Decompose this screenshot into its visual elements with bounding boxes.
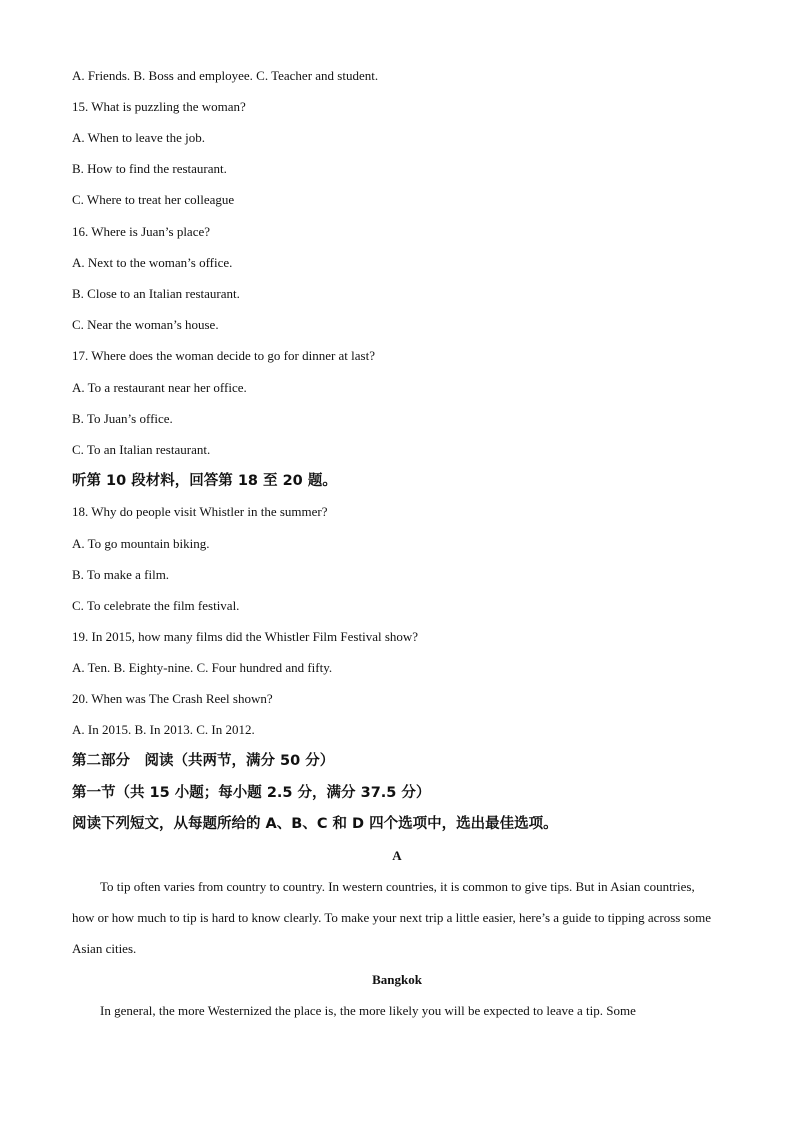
passage-paragraph-1: In general, the more Westernized the place is, the more likely you will be expected to leave a tip. Some xyxy=(100,1003,636,1018)
q16-question: 16. Where is Juan’s place? xyxy=(72,224,211,239)
passage-title: A xyxy=(392,848,402,863)
q16-option-a: A. Next to the woman’s office. xyxy=(72,255,233,270)
q15-question: 15. What is puzzling the woman? xyxy=(72,99,246,114)
reading-instruction: 阅读下列短文，从每题所给的 A、B、C 和 D 四个选项中，选出最佳选项。 xyxy=(72,816,558,832)
section-one-heading: 第一节（共 15 小题；每小题 2.5 分，满分 37.5 分） xyxy=(72,785,431,801)
q16-option-b: B. Close to an Italian restaurant. xyxy=(72,286,240,301)
part-two-heading: 第二部分 阅读（共两节，满分 50 分） xyxy=(72,753,335,769)
q18-question: 18. Why do people visit Whistler in the summer? xyxy=(72,504,328,519)
q18-option-b: B. To make a film. xyxy=(72,567,170,582)
q19-question: 19. In 2015, how many films did the Whistler Film Festival show? xyxy=(72,629,419,644)
q15-option-a: A. When to leave the job. xyxy=(72,130,205,145)
q18-option-a: A. To go mountain biking. xyxy=(72,536,210,551)
section-instruction-10: 听第 10 段材料，回答第 18 至 20 题。 xyxy=(72,473,337,489)
q19-options: A. Ten. B. Eighty-nine. C. Four hundred and fifty. xyxy=(72,660,333,675)
q15-option-b: B. How to find the restaurant. xyxy=(72,161,227,176)
q17-option-c: C. To an Italian restaurant. xyxy=(72,442,211,457)
q14-options: A. Friends. B. Boss and employee. C. Teacher and student. xyxy=(72,68,379,83)
q20-question: 20. When was The Crash Reel shown? xyxy=(72,691,273,706)
q16-option-c: C. Near the woman’s house. xyxy=(72,317,219,332)
passage-subheading: Bangkok xyxy=(372,972,422,987)
q20-options: A. In 2015. B. In 2013. C. In 2012. xyxy=(72,722,255,737)
q18-option-c: C. To celebrate the film festival. xyxy=(72,598,240,613)
q17-question: 17. Where does the woman decide to go for dinner at last? xyxy=(72,348,375,363)
q17-option-a: A. To a restaurant near her office. xyxy=(72,380,247,395)
q15-option-c: C. Where to treat her colleague xyxy=(72,192,235,207)
passage-intro: To tip often varies from country to country. In western countries, it is common to give tips. But in Asian countries, how or how much to tip is hard to know clearly. To make your next trip a little easier, here’s a guide to tipping across some Asian cities. xyxy=(72,879,712,957)
q17-option-b: B. To Juan’s office. xyxy=(72,411,173,426)
